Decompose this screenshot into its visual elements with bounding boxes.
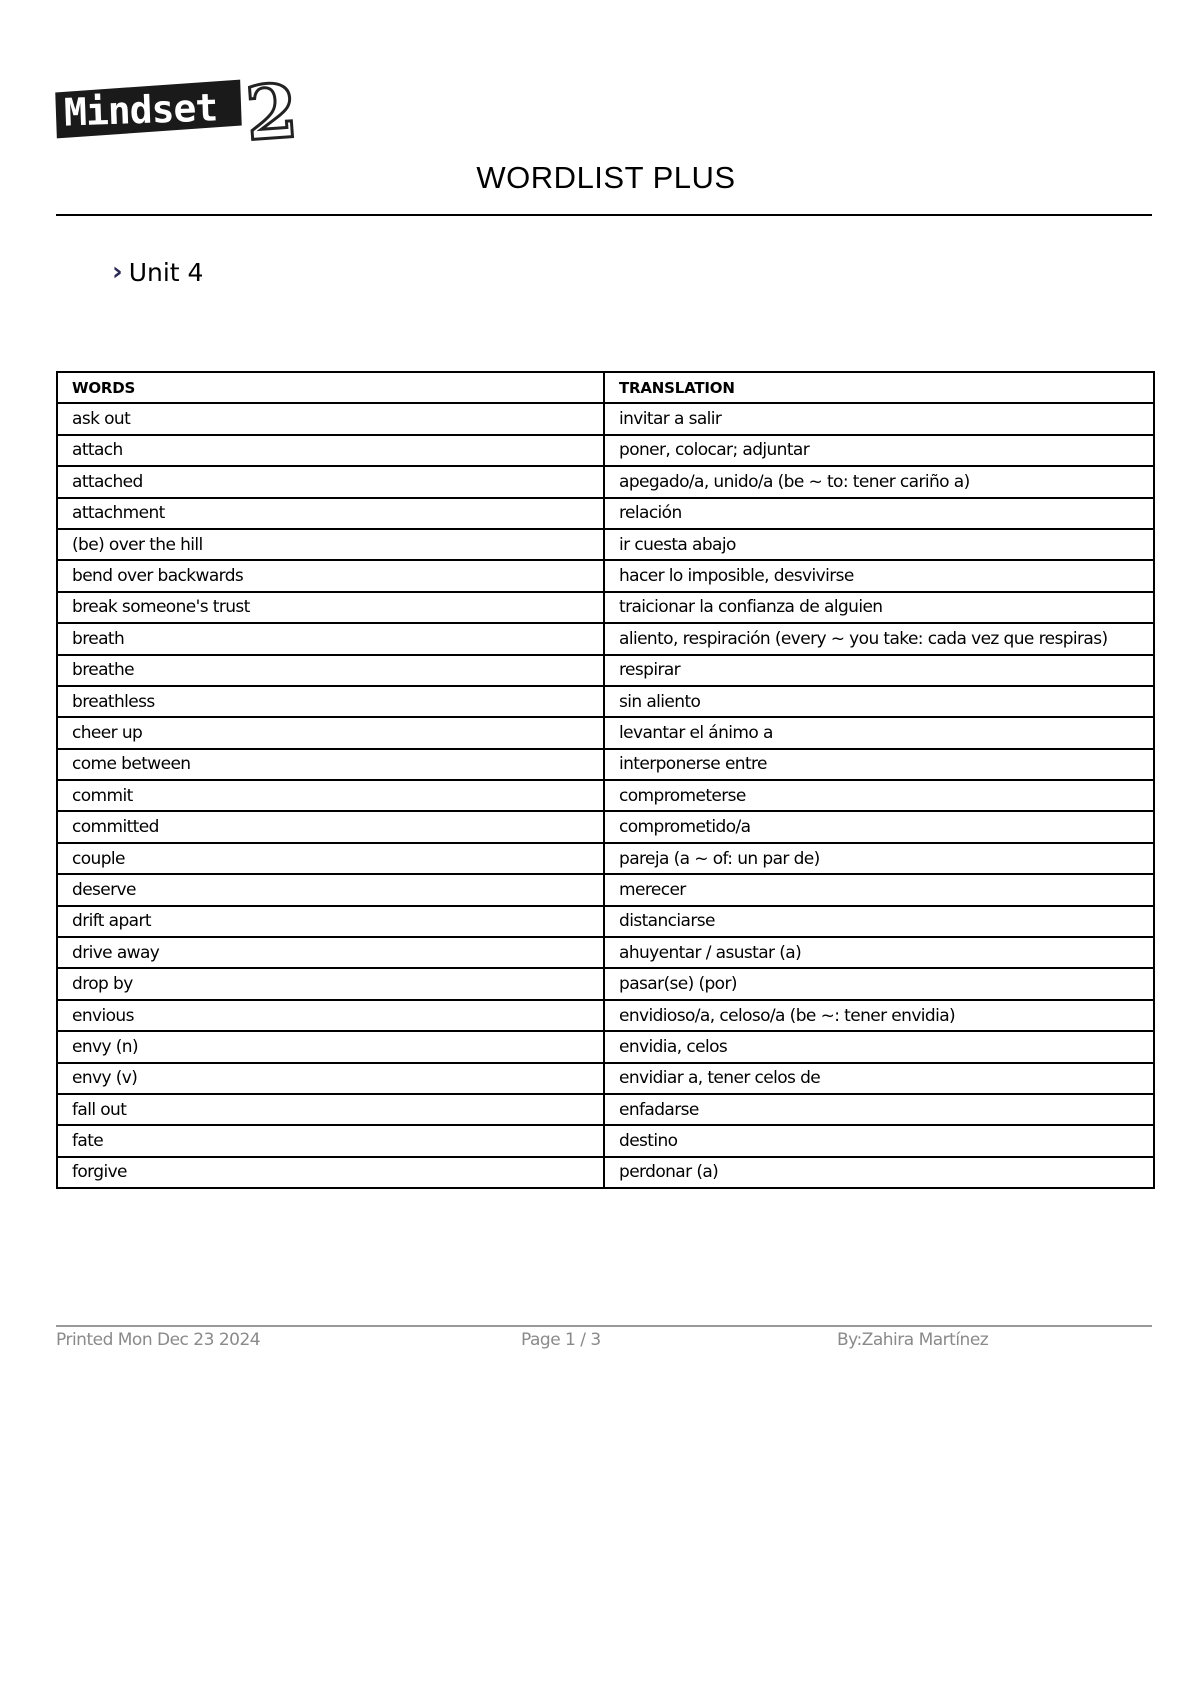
- table-row: [57, 843, 1154, 874]
- translation-cell: pasar(se) (por): [604, 968, 1154, 999]
- footer-author: By:Zahira Martínez: [837, 1330, 989, 1350]
- word-cell: deserve: [57, 874, 604, 905]
- translation-cell: perdonar (a): [604, 1157, 1154, 1188]
- footer-page-number: Page 1 / 3: [521, 1330, 601, 1350]
- logo-number: 2: [243, 68, 301, 158]
- translation-cell: envidia, celos: [604, 1031, 1154, 1062]
- translation-cell: apegado/a, unido/a (be ~ to: tener cariño a): [604, 466, 1154, 497]
- table-row: [57, 717, 1154, 748]
- translation-cell: sin aliento: [604, 686, 1154, 717]
- header-words: WORDS: [57, 372, 604, 403]
- translation-cell: aliento, respiración (every ~ you take: cada vez que respiras): [604, 623, 1154, 654]
- table-row: [57, 906, 1154, 937]
- word-cell: breathe: [57, 655, 604, 686]
- table-row: [57, 529, 1154, 560]
- word-cell: attach: [57, 435, 604, 466]
- translation-cell: ahuyentar / asustar (a): [604, 937, 1154, 968]
- table-row: [57, 749, 1154, 780]
- table-row: [57, 1031, 1154, 1062]
- word-cell: drift apart: [57, 906, 604, 937]
- unit-heading: [112, 257, 203, 287]
- word-cell: forgive: [57, 1157, 604, 1188]
- table-row: [57, 811, 1154, 842]
- translation-cell: hacer lo imposible, desvivirse: [604, 560, 1154, 591]
- word-cell: commit: [57, 780, 604, 811]
- table-row: [57, 780, 1154, 811]
- table-row: [57, 968, 1154, 999]
- word-cell: come between: [57, 749, 604, 780]
- table-row: [57, 655, 1154, 686]
- table-row: [57, 1125, 1154, 1156]
- translation-cell: distanciarse: [604, 906, 1154, 937]
- word-cell: bend over backwards: [57, 560, 604, 591]
- page-title: WORDLIST PLUS: [476, 160, 736, 195]
- header-translation: TRANSLATION: [604, 372, 1154, 403]
- table-row: [57, 686, 1154, 717]
- word-cell: envy (v): [57, 1063, 604, 1094]
- translation-cell: envidiar a, tener celos de: [604, 1063, 1154, 1094]
- translation-cell: levantar el ánimo a: [604, 717, 1154, 748]
- word-cell: breath: [57, 623, 604, 654]
- word-cell: breathless: [57, 686, 604, 717]
- table-row: [57, 466, 1154, 497]
- table-row: [57, 623, 1154, 654]
- table-row: [57, 1157, 1154, 1188]
- table-row: [57, 1000, 1154, 1031]
- word-cell: fate: [57, 1125, 604, 1156]
- table-row: [57, 937, 1154, 968]
- translation-cell: enfadarse: [604, 1094, 1154, 1125]
- mindset-logo: [56, 68, 301, 158]
- translation-cell: merecer: [604, 874, 1154, 905]
- word-cell: couple: [57, 843, 604, 874]
- chevron-right-icon: ›: [112, 257, 123, 287]
- logo-text: Mindset: [63, 85, 218, 135]
- word-cell: drive away: [57, 937, 604, 968]
- word-cell: envious: [57, 1000, 604, 1031]
- translation-cell: interponerse entre: [604, 749, 1154, 780]
- wordlist-body: [57, 403, 1154, 1188]
- footer-printed-date: Printed Mon Dec 23 2024: [56, 1330, 261, 1350]
- translation-cell: pareja (a ~ of: un par de): [604, 843, 1154, 874]
- table-row: [57, 435, 1154, 466]
- translation-cell: comprometido/a: [604, 811, 1154, 842]
- wordlist-table: [56, 371, 1155, 1189]
- title-divider: [56, 214, 1152, 216]
- word-cell: cheer up: [57, 717, 604, 748]
- footer-divider: [56, 1325, 1152, 1327]
- translation-cell: invitar a salir: [604, 403, 1154, 434]
- table-header-row: [57, 372, 1154, 403]
- word-cell: attachment: [57, 498, 604, 529]
- translation-cell: comprometerse: [604, 780, 1154, 811]
- word-cell: attached: [57, 466, 604, 497]
- table-row: [57, 403, 1154, 434]
- translation-cell: ir cuesta abajo: [604, 529, 1154, 560]
- table-row: [57, 874, 1154, 905]
- word-cell: fall out: [57, 1094, 604, 1125]
- word-cell: ask out: [57, 403, 604, 434]
- translation-cell: traicionar la confianza de alguien: [604, 592, 1154, 623]
- word-cell: drop by: [57, 968, 604, 999]
- word-cell: envy (n): [57, 1031, 604, 1062]
- unit-label: Unit 4: [128, 257, 204, 287]
- translation-cell: destino: [604, 1125, 1154, 1156]
- translation-cell: respirar: [604, 655, 1154, 686]
- translation-cell: relación: [604, 498, 1154, 529]
- word-cell: committed: [57, 811, 604, 842]
- translation-cell: poner, colocar; adjuntar: [604, 435, 1154, 466]
- word-cell: break someone's trust: [57, 592, 604, 623]
- table-row: [57, 592, 1154, 623]
- table-row: [57, 1063, 1154, 1094]
- table-row: [57, 498, 1154, 529]
- translation-cell: envidioso/a, celoso/a (be ~: tener envidia): [604, 1000, 1154, 1031]
- word-cell: (be) over the hill: [57, 529, 604, 560]
- table-row: [57, 1094, 1154, 1125]
- table-row: [57, 560, 1154, 591]
